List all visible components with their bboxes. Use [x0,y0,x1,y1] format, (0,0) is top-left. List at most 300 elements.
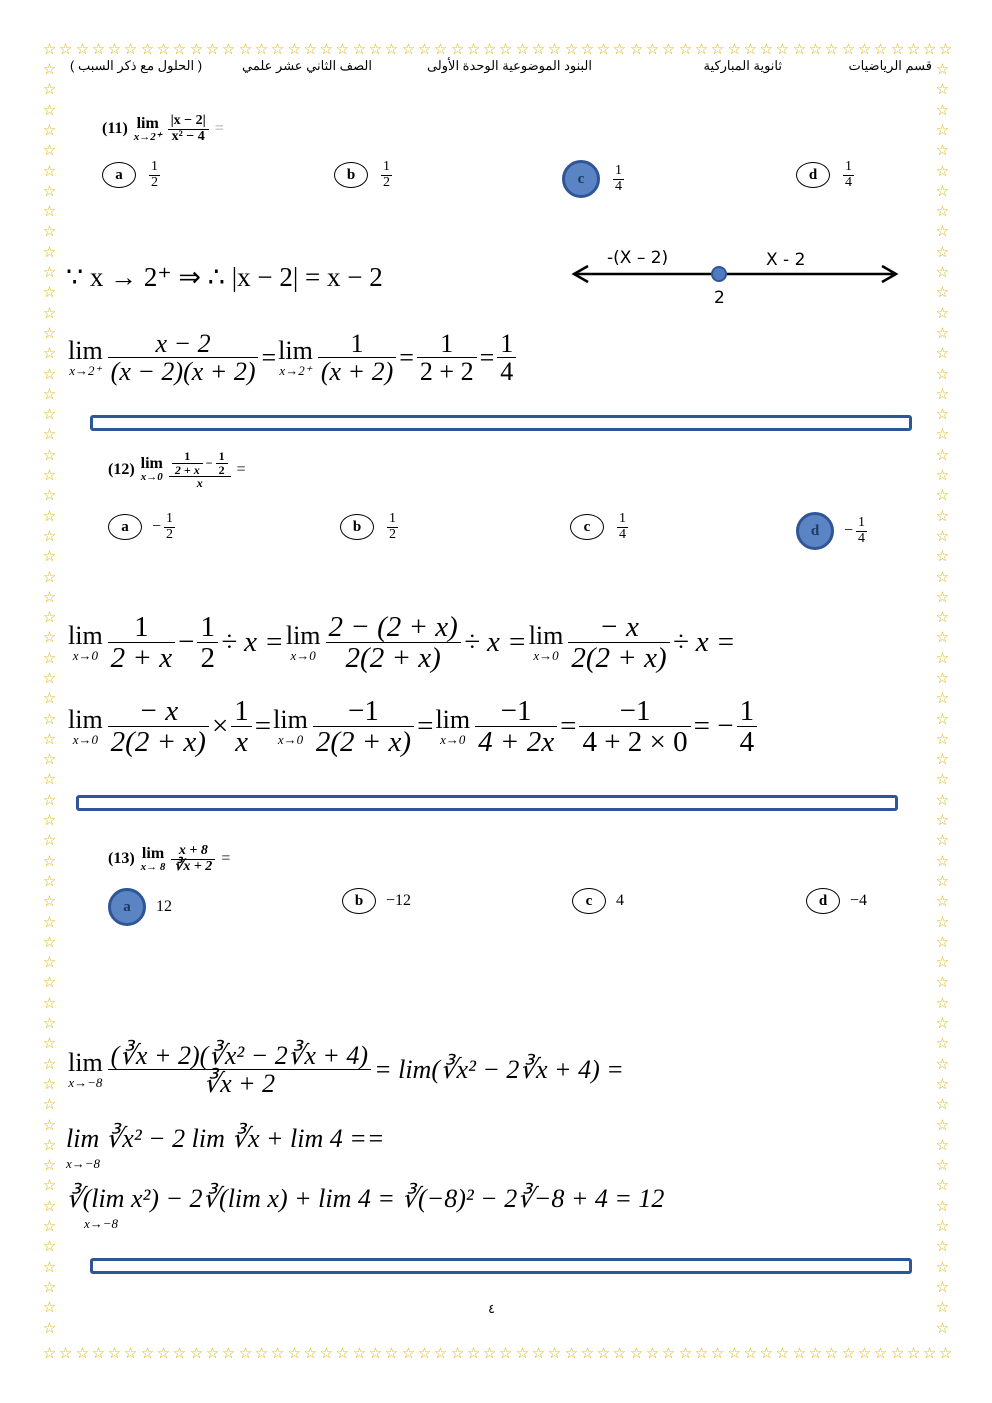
star-icon: ☆ [417,1344,432,1362]
header-department: قسم الرياضيات [848,58,932,73]
fraction [613,164,624,194]
divide-x: ÷ x = [672,626,736,659]
star-icon: ☆ [303,40,318,58]
lim-word: lim [285,621,321,651]
option-value [614,512,628,542]
star-icon: ☆ [580,40,595,58]
star-icon: ☆ [58,1344,73,1362]
star-icon: ☆ [450,1344,465,1362]
header-topic: البنود الموضوعية الوحدة الأولى [426,58,592,73]
star-icon: ☆ [238,40,253,58]
star-icon: ☆ [678,40,693,58]
option-letter-circle[interactable]: b [340,514,374,540]
star-icon: ☆ [935,1197,950,1215]
option-value [384,512,398,542]
star-icon: ☆ [710,40,725,58]
value-text: −4 [850,892,868,909]
star-icon: ☆ [935,222,950,240]
denominator: x [235,726,248,759]
star-icon: ☆ [935,1014,950,1032]
star-icon: ☆ [935,507,950,525]
lim-word: lim [273,705,308,735]
simplified: = lim(∛x² − 2∛x + 4) = [374,1054,624,1084]
option-letter-circle[interactable]: d [796,162,830,188]
fraction [216,450,228,476]
q12-option-d[interactable] [796,512,867,550]
fraction [164,512,175,542]
fraction [387,512,398,542]
star-icon: ☆ [841,1344,856,1362]
star-icon: ☆ [935,202,950,220]
star-icon: ☆ [42,1319,57,1337]
q11-option-c[interactable] [562,160,624,198]
lim-word: lim [141,844,165,862]
star-icon: ☆ [156,40,171,58]
q11-limit [134,116,162,143]
numerator: 2 − (2 + x) [326,612,461,643]
star-icon: ☆ [75,1344,90,1362]
star-icon: ☆ [873,40,888,58]
q11-step1: ∵ x → 2⁺ ⇒ ∴ |x − 2| = x − 2 [66,262,383,292]
lim-sub: x→−8 [68,1075,103,1091]
q13-solution-line3 [66,1184,664,1214]
q13-option-a[interactable] [108,888,172,926]
q13-limit [141,846,166,873]
number-line-point [712,267,726,281]
star-icon: ☆ [935,263,950,281]
star-icon: ☆ [75,40,90,58]
star-icon: ☆ [935,1176,950,1194]
denominator: 4 [845,174,852,190]
star-icon: ☆ [498,40,513,58]
star-icon: ☆ [935,811,950,829]
star-icon: ☆ [775,40,790,58]
numerator: 1 [389,511,396,526]
star-icon: ☆ [42,1278,57,1296]
star-icon: ☆ [612,40,627,58]
numerator: 1 [845,159,852,174]
star-icon: ☆ [935,60,950,78]
q12-eq: = [236,460,246,478]
star-icon: ☆ [401,1344,416,1362]
denominator: 2(2 + x) [110,726,206,759]
option-letter-circle[interactable]: c [572,888,606,914]
star-icon: ☆ [935,547,950,565]
star-icon: ☆ [935,405,950,423]
star-icon: ☆ [935,466,950,484]
star-icon: ☆ [156,1344,171,1362]
option-value [844,516,867,546]
numerator: 1 [216,450,228,464]
star-icon: ☆ [91,40,106,58]
star-icon: ☆ [498,1344,513,1362]
fraction [197,612,218,674]
star-icon: ☆ [42,1055,57,1073]
q11-option-b[interactable] [334,160,392,190]
star-icon: ☆ [935,649,950,667]
star-icon: ☆ [935,121,950,139]
star-icon: ☆ [42,507,57,525]
star-icon: ☆ [935,1095,950,1113]
fraction [231,696,252,758]
q13-option-c[interactable] [572,888,624,914]
denominator: 4 [619,526,626,542]
option-letter-circle[interactable]: c [562,160,600,198]
denominator: 4 [500,357,514,387]
denominator: 2 [218,462,225,477]
option-letter-circle[interactable]: d [796,512,834,550]
star-icon: ☆ [42,40,57,58]
lim-expr [68,338,103,377]
q12-denominator: x [196,476,203,491]
star-icon: ☆ [42,527,57,545]
star-icon: ☆ [172,1344,187,1362]
option-value [616,892,624,910]
fraction [108,330,259,386]
star-icon: ☆ [935,527,950,545]
star-icon: ☆ [935,304,950,322]
lim-word: lim [68,705,103,735]
star-icon: ☆ [42,689,57,707]
lim-sub: x→2⁺ [279,363,312,379]
numerator: −1 [579,696,690,727]
star-icon: ☆ [42,1237,57,1255]
star-icon: ☆ [42,872,57,890]
numerator: 1 [417,330,477,358]
number-line-right-label: X - 2 [766,250,806,270]
denominator: 4 [739,726,755,759]
numerator: 1 [318,330,396,358]
star-icon: ☆ [580,1344,595,1362]
number-line-point-label: 2 [714,288,725,308]
option-letter-circle[interactable]: c [570,514,604,540]
star-icon: ☆ [775,1344,790,1362]
star-icon: ☆ [42,1344,57,1362]
star-icon: ☆ [935,973,950,991]
star-icon: ☆ [629,1344,644,1362]
q12-option-c[interactable] [570,512,628,542]
q12-numerator [169,450,231,477]
q12-option-a[interactable] [108,512,175,542]
q13-num: x + 8 [171,844,215,860]
star-icon: ☆ [678,1344,693,1362]
star-icon: ☆ [873,1344,888,1362]
star-icon: ☆ [938,1344,953,1362]
q13-option-d[interactable] [806,888,867,914]
fraction [318,330,396,386]
star-icon: ☆ [938,40,953,58]
fraction [149,160,160,190]
q11-option-a[interactable] [102,160,160,190]
q12-solution-line1 [66,612,736,674]
lim-sub: x→0 [440,732,466,748]
star-icon: ☆ [935,486,950,504]
option-value [152,512,175,542]
numerator: 1 [858,514,866,530]
star-icon: ☆ [935,162,950,180]
separator-bar [90,1258,912,1274]
star-icon: ☆ [935,872,950,890]
star-icon: ☆ [935,568,950,586]
star-icon: ☆ [254,1344,269,1362]
fraction [497,330,516,386]
option-value [840,160,854,190]
minus: − [205,455,213,470]
q13-eq: = [221,850,231,868]
numerator: x − 2 [108,330,259,358]
star-icon: ☆ [319,40,334,58]
lim-word: lim [528,621,564,651]
lim-sub: x→2⁺ [69,363,102,379]
option-letter-circle[interactable]: a [108,514,142,540]
star-icon: ☆ [221,40,236,58]
q13-line3-sub: x→−8 [84,1216,119,1231]
lim-expr [529,623,564,662]
option-letter-circle[interactable]: a [102,162,136,188]
numerator: 1 [737,696,758,727]
value-text: −12 [386,892,412,909]
fraction [326,612,461,674]
denominator: 2 [166,526,174,542]
star-icon: ☆ [42,1197,57,1215]
star-icon: ☆ [42,1156,57,1174]
option-value [850,892,867,910]
star-icon: ☆ [42,263,57,281]
numerator: (∛x + 2)(∛x² − 2∛x + 4) [108,1042,371,1070]
star-icon: ☆ [935,689,950,707]
option-letter-circle[interactable]: a [108,888,146,926]
star-icon: ☆ [42,60,57,78]
star-icon: ☆ [935,588,950,606]
star-icon: ☆ [935,283,950,301]
star-icon: ☆ [466,40,481,58]
star-icon: ☆ [792,1344,807,1362]
divide-x: ÷ x = [463,626,527,659]
star-icon: ☆ [935,770,950,788]
star-icon: ☆ [935,953,950,971]
star-icon: ☆ [935,831,950,849]
fraction [108,1042,371,1098]
numerator: 1 [197,612,218,643]
denominator: 2 + 2 [419,357,474,387]
star-icon: ☆ [42,283,57,301]
fraction [737,696,758,758]
star-icon: ☆ [466,1344,481,1362]
star-icon: ☆ [935,141,950,159]
star-icon: ☆ [42,162,57,180]
value-text: 4 [616,892,624,909]
star-icon: ☆ [42,608,57,626]
star-icon: ☆ [205,40,220,58]
star-icon: ☆ [42,831,57,849]
numerator: − x [108,696,209,727]
option-letter-circle[interactable]: b [342,888,376,914]
star-icon: ☆ [335,40,350,58]
numerator: −1 [475,696,557,727]
star-icon: ☆ [743,40,758,58]
denominator: 4 [858,530,866,546]
star-icon: ☆ [935,101,950,119]
star-icon: ☆ [42,953,57,971]
denominator: 2 [200,642,215,675]
star-icon: ☆ [906,40,921,58]
star-icon: ☆ [42,547,57,565]
star-icon: ☆ [287,40,302,58]
star-icon: ☆ [140,40,155,58]
header-school: ثانوية المباركية [703,58,782,73]
star-icon: ☆ [42,182,57,200]
header-note: ( الحلول مع ذكر السبب ) [70,58,203,73]
star-icon: ☆ [935,730,950,748]
star-icon: ☆ [694,1344,709,1362]
star-icon: ☆ [935,1217,950,1235]
star-icon: ☆ [42,1095,57,1113]
fraction [417,330,477,386]
star-icon: ☆ [759,1344,774,1362]
star-icon: ☆ [564,40,579,58]
star-icon: ☆ [42,446,57,464]
star-icon: ☆ [935,324,950,342]
denominator: (x − 2)(x + 2) [110,357,256,387]
star-icon: ☆ [935,791,950,809]
star-icon: ☆ [935,1237,950,1255]
option-letter-circle[interactable]: b [334,162,368,188]
sign: − [152,518,162,536]
star-icon: ☆ [857,1344,872,1362]
star-icon: ☆ [935,608,950,626]
option-value [146,160,160,190]
option-letter-circle[interactable]: d [806,888,840,914]
star-icon: ☆ [254,40,269,58]
denominator: 4 + 2x [478,726,555,759]
star-icon: ☆ [42,80,57,98]
star-icon: ☆ [42,222,57,240]
q13-solution-line2 [66,1124,384,1154]
lim-sub: x→2⁺ [133,130,162,143]
star-icon: ☆ [743,1344,758,1362]
star-icon: ☆ [42,710,57,728]
star-icon: ☆ [433,40,448,58]
star-icon: ☆ [935,1156,950,1174]
star-icon: ☆ [42,425,57,443]
q11-option-d[interactable] [796,160,854,190]
star-icon: ☆ [596,1344,611,1362]
numerator: − x [568,612,669,643]
star-icon: ☆ [547,40,562,58]
q12-option-b[interactable] [340,512,398,542]
star-icon: ☆ [42,405,57,423]
star-icon: ☆ [319,1344,334,1362]
fraction [856,516,867,546]
star-icon: ☆ [596,40,611,58]
fraction [108,696,209,758]
numerator: 1 [383,159,390,174]
q12-solution-line2: lim x→0 $\frac{- x}{2(2 + x)}$ × $\frac{1}{x}$ = lim x→0 $\frac{-1}{2(2 + x)}$ = lim x→0 $\frac{-1}{4 + 2x}$ = $\frac{-1}{4 + 2 \times 0}$ = − $\frac{1}{4}$ [66,696,760,758]
denominator: 2 + x [174,462,200,477]
q12-limit [141,456,163,483]
q11-num: |x − 2| [168,114,209,130]
minus: − [178,626,195,659]
option-value [386,892,411,910]
star-icon: ☆ [42,913,57,931]
star-icon: ☆ [710,1344,725,1362]
lim-word: lim [435,705,471,735]
divide-x: ÷ x = [220,626,284,659]
star-icon: ☆ [42,1136,57,1154]
lim-word: lim [278,336,313,366]
denominator: (x + 2) [320,357,394,387]
denominator: 2 [389,526,396,542]
star-icon: ☆ [935,852,950,870]
star-icon: ☆ [123,40,138,58]
star-icon: ☆ [759,40,774,58]
lim-sub: x→0 [533,648,559,664]
star-icon: ☆ [42,973,57,991]
lim-expr [68,1050,103,1089]
star-icon: ☆ [42,892,57,910]
number-line-left-label: -(X – 2) [607,248,669,268]
star-icon: ☆ [42,1116,57,1134]
star-icon: ☆ [935,892,950,910]
lim-sub: x→0 [290,648,316,664]
q13-fraction [171,844,215,874]
star-icon: ☆ [531,40,546,58]
star-icon: ☆ [645,1344,660,1362]
star-icon: ☆ [935,344,950,362]
star-icon: ☆ [808,40,823,58]
star-icon: ☆ [42,101,57,119]
star-icon: ☆ [42,344,57,362]
q11-den: x² − 4 [171,128,205,144]
q13-option-b[interactable] [342,888,411,914]
star-icon: ☆ [303,1344,318,1362]
numerator: 1 [615,162,622,178]
q12-fraction [169,450,231,490]
star-icon: ☆ [189,40,204,58]
star-icon: ☆ [221,1344,236,1362]
q13-number: (13) [108,850,135,868]
star-icon: ☆ [906,1344,921,1362]
star-icon: ☆ [270,1344,285,1362]
fraction [172,450,203,476]
star-icon: ☆ [935,446,950,464]
lim-sub: x→ 8 [140,860,166,873]
star-icon: ☆ [841,40,856,58]
star-icon: ☆ [935,1298,950,1316]
equals: = [479,342,495,372]
star-icon: ☆ [270,40,285,58]
star-icon: ☆ [612,1344,627,1362]
header-grade: الصف الثاني عشر علمي [242,58,372,73]
numerator: −1 [313,696,414,727]
denominator: 2(2 + x) [315,726,412,759]
numerator: 1 [619,511,626,526]
star-icon: ☆ [368,40,383,58]
star-icon: ☆ [42,385,57,403]
star-icon: ☆ [401,40,416,58]
star-icon: ☆ [189,1344,204,1362]
star-icon: ☆ [935,1136,950,1154]
q13-den: ∛x + 2 [174,858,213,874]
star-icon: ☆ [42,588,57,606]
q12-question [108,450,246,490]
lim-expr [435,707,470,746]
star-icon: ☆ [433,1344,448,1362]
star-icon: ☆ [42,304,57,322]
star-icon: ☆ [824,1344,839,1362]
numerator: 1 [497,330,516,358]
line-text: lim ∛x² − 2 lim ∛x + lim 4 == [66,1124,385,1153]
